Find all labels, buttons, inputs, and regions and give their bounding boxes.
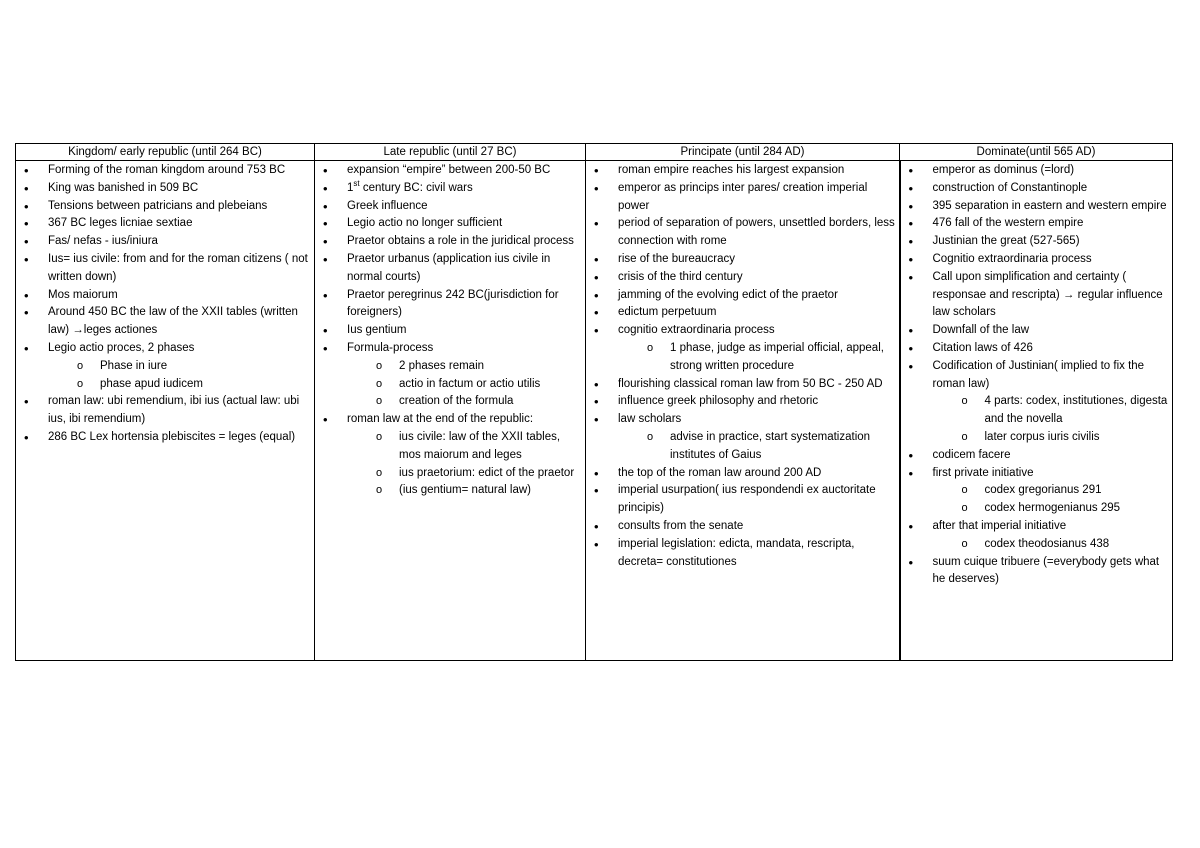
- list-item: [589, 465, 896, 483]
- list-item-text: 476 fall of the western empire: [932, 217, 1084, 230]
- sub-list-item: o Phase in iure: [48, 358, 311, 376]
- list-item-text: Praetor peregrinus 242 BC(jurisdiction for foreigners): [347, 288, 559, 319]
- sub-list-item: o codex gregorianus 291: [933, 482, 1170, 500]
- list-item-text: roman law at the end of the republic:: [347, 413, 534, 426]
- list-item-text: Tensions between patricians and plebeians: [48, 199, 268, 212]
- list-item: [19, 340, 311, 393]
- bullet-list: [318, 162, 582, 500]
- list-item-text: rise of the bureaucracy: [618, 252, 735, 265]
- list-item: [589, 287, 896, 305]
- list-item-text: Mos maiorum: [48, 288, 118, 301]
- list-item-text: influence greek philosophy and rhetoric: [618, 395, 819, 408]
- list-item-text: Downfall of the law: [932, 324, 1030, 337]
- list-item: [318, 215, 582, 233]
- list-item-text: Codification of Justinian( implied to fix the roman law): [932, 359, 1145, 390]
- list-item-text: Fas/ nefas - ius/iniura: [48, 235, 158, 248]
- list-item: [904, 269, 1170, 322]
- list-item-text: suum cuique tribuere (=everybody gets what he deserves): [932, 555, 1160, 586]
- sub-list-item: o codex theodosianus 438: [933, 536, 1170, 554]
- list-item-text: expansion “empire” between 200-50 BC: [347, 164, 551, 176]
- header-row: [16, 144, 1173, 161]
- list-item: [589, 411, 896, 464]
- list-item-text: emperor as princips inter pares/ creation imperial power: [618, 181, 868, 212]
- list-item-text: Forming of the roman kingdom around 753 BC: [48, 164, 286, 176]
- list-item: [904, 251, 1170, 269]
- list-item: [904, 215, 1170, 233]
- list-item: [318, 322, 582, 340]
- sub-list-item: o creation of the formula: [347, 393, 582, 411]
- bullet-list: [904, 162, 1170, 589]
- list-item: [589, 322, 896, 375]
- list-item-text: the top of the roman law around 200 AD: [618, 466, 822, 479]
- list-item: [19, 198, 311, 216]
- sub-list-item: o ius praetorium: edict of the praetor: [347, 465, 582, 483]
- list-item-text: Legio actio proces, 2 phases: [48, 341, 195, 354]
- list-item: [19, 304, 311, 340]
- list-item-text: Around 450 BC the law of the XXII tables (written law) →leges actiones: [48, 306, 298, 337]
- ordinal-number: 1: [347, 181, 354, 194]
- column-header: Principate (until 284 AD): [586, 144, 900, 161]
- sub-list-item: o 2 phases remain: [347, 358, 582, 376]
- column-cell: [586, 161, 900, 661]
- list-item-text: construction of Constantinople: [932, 181, 1088, 194]
- list-item: [904, 340, 1170, 358]
- list-item: [904, 465, 1170, 518]
- list-item-text: after that imperial initiative: [932, 519, 1067, 532]
- list-item: [589, 393, 896, 411]
- content-row: [16, 161, 1173, 661]
- list-item: [904, 198, 1170, 216]
- list-item: [589, 376, 896, 394]
- list-item: [589, 162, 896, 180]
- list-item: [318, 233, 582, 251]
- list-item: [318, 251, 582, 287]
- list-item-text: imperial usurpation( ius respondendi ex auctoritate principis): [618, 484, 876, 515]
- list-item-text: century BC: civil wars: [359, 181, 473, 194]
- list-item-text: King was banished in 509 BC: [48, 181, 199, 194]
- list-item-text: Call upon simplification and certainty ( responsae and rescripta) → regular influence law scholars: [932, 270, 1163, 319]
- list-item-text: emperor as dominus (=lord): [932, 164, 1075, 176]
- list-item-text: 286 BC Lex hortensia plebiscites = leges (equal): [48, 430, 296, 443]
- sub-list: [618, 340, 896, 376]
- list-item-text: flourishing classical roman law from 50 BC - 250 AD: [618, 377, 883, 390]
- list-item-text: Citation laws of 426: [932, 341, 1033, 354]
- list-item-text: 367 BC leges licniae sextiae: [48, 217, 193, 230]
- list-item: [589, 269, 896, 287]
- list-item: [318, 411, 582, 500]
- list-item-text: Cognitio extraordinaria process: [932, 252, 1092, 265]
- bullet-list: [589, 162, 896, 571]
- list-item: [904, 358, 1170, 447]
- list-item: [904, 518, 1170, 554]
- list-item-text: Praetor obtains a role in the juridical process: [347, 235, 574, 248]
- roman-law-periods-table: [15, 143, 1173, 661]
- list-item: [318, 340, 582, 411]
- sub-list-item: o ius civile: law of the XXII tables, mos maiorum and leges: [347, 429, 582, 465]
- sub-list: [618, 429, 896, 465]
- sub-list: [347, 358, 582, 411]
- sub-list: [48, 358, 311, 394]
- list-item-text: 395 separation in eastern and western empire: [932, 199, 1167, 212]
- sub-list: [933, 536, 1170, 554]
- list-item: [318, 287, 582, 323]
- list-item: [589, 482, 896, 518]
- list-item-text: jamming of the evolving edict of the praetor: [618, 288, 838, 301]
- list-item: [19, 162, 311, 180]
- column-cell: [900, 161, 1173, 661]
- list-item: [904, 162, 1170, 180]
- sub-list-item: o codex hermogenianus 295: [933, 500, 1170, 518]
- list-item: [904, 554, 1170, 590]
- column-header: Kingdom/ early republic (until 264 BC): [16, 144, 315, 161]
- list-item-text: roman empire reaches his largest expansion: [618, 164, 845, 176]
- list-item: [904, 233, 1170, 251]
- sub-list: [933, 482, 1170, 518]
- list-item: [19, 180, 311, 198]
- list-item-text: cognitio extraordinaria process: [618, 324, 775, 337]
- list-item-text: Formula-process: [347, 341, 434, 354]
- list-item: [589, 304, 896, 322]
- column-cell: [315, 161, 586, 661]
- ordinal-suffix: st: [353, 178, 360, 188]
- bullet-list: [19, 162, 311, 447]
- list-item-text: edictum perpetuum: [618, 306, 717, 319]
- sub-list: [933, 393, 1170, 446]
- sub-list-item: o actio in factum or actio utilis: [347, 376, 582, 394]
- column-header: Late republic (until 27 BC): [315, 144, 586, 161]
- list-item: [904, 180, 1170, 198]
- list-item: [19, 215, 311, 233]
- list-item-text: roman law: ubi remendium, ibi ius (actual law: ubi ius, ibi remendium): [48, 395, 300, 426]
- list-item-text: first private initiative: [932, 466, 1034, 479]
- list-item: [589, 215, 896, 251]
- list-item: [19, 233, 311, 251]
- list-item: [589, 180, 896, 216]
- sub-list-item: o (ius gentium= natural law): [347, 482, 582, 500]
- sub-list-item: o 4 parts: codex, institutiones, digesta and the novella: [933, 393, 1170, 429]
- list-item-text: crisis of the third century: [618, 270, 743, 283]
- list-item-text: Greek influence: [347, 199, 428, 212]
- list-item: [318, 180, 582, 198]
- list-item: [19, 393, 311, 429]
- sub-list: [347, 429, 582, 500]
- list-item-text: codicem facere: [932, 448, 1011, 461]
- list-item-text: Praetor urbanus (application ius civile in normal courts): [347, 252, 551, 283]
- list-item-text: law scholars: [618, 413, 682, 426]
- list-item-text: consults from the senate: [618, 519, 744, 532]
- list-item: [589, 251, 896, 269]
- list-item-text: Ius gentium: [347, 324, 407, 337]
- list-item: [904, 322, 1170, 340]
- list-item: [904, 447, 1170, 465]
- sub-list-item: o 1 phase, judge as imperial official, appeal, strong written procedure: [618, 340, 896, 376]
- list-item: [19, 287, 311, 305]
- list-item: [19, 429, 311, 447]
- list-item: [318, 162, 582, 180]
- list-item: [589, 518, 896, 536]
- list-item-text: imperial legislation: edicta, mandata, rescripta, decreta= constitutiones: [618, 537, 855, 568]
- column-cell: [16, 161, 315, 661]
- column-header: Dominate(until 565 AD): [900, 144, 1173, 161]
- sub-list-item: o later corpus iuris civilis: [933, 429, 1170, 447]
- list-item-text: Legio actio no longer sufficient: [347, 217, 503, 230]
- list-item: [589, 536, 896, 572]
- sub-list-item: o advise in practice, start systematization institutes of Gaius: [618, 429, 896, 465]
- list-item-text: period of separation of powers, unsettled borders, less connection with rome: [618, 217, 895, 248]
- list-item-text: Justinian the great (527-565): [932, 235, 1080, 248]
- sub-list-item: o phase apud iudicem: [48, 376, 311, 394]
- list-item: [19, 251, 311, 287]
- list-item: [318, 198, 582, 216]
- list-item-text: Ius= ius civile: from and for the roman citizens ( not written down): [48, 252, 308, 283]
